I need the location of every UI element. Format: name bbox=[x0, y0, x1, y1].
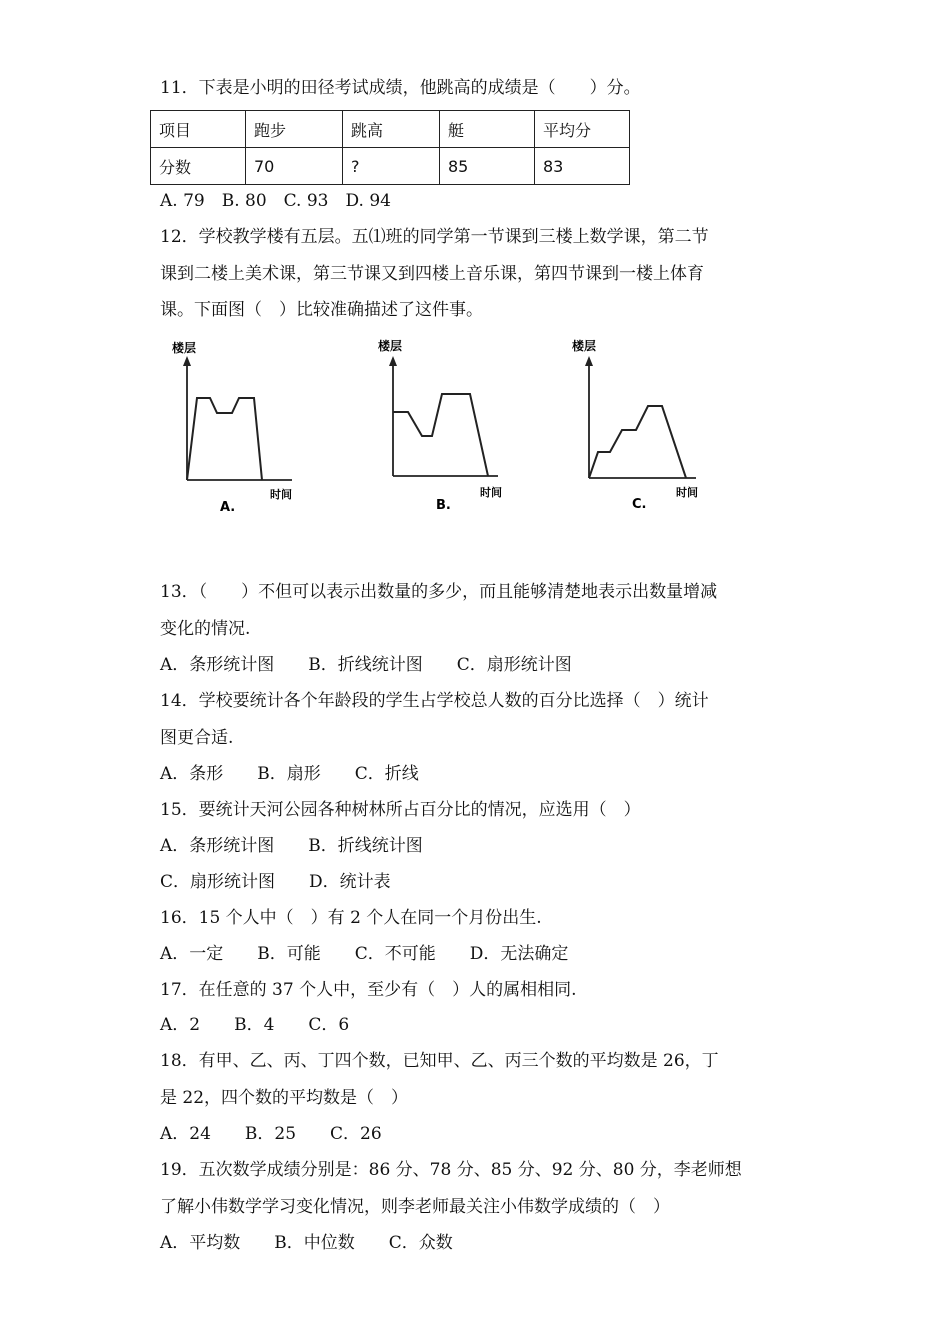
question-13-line-2: 变化的情况. bbox=[160, 619, 251, 639]
graph-a-svg bbox=[162, 336, 322, 516]
table-cell: 分数 bbox=[151, 148, 246, 185]
y-axis-arrow-icon bbox=[183, 356, 191, 366]
question-18-line-1: 18．有甲、乙、丙、丁四个数，已知甲、乙、丙三个数的平均数是 26，丁 bbox=[160, 1051, 719, 1071]
graph-c-label: C. bbox=[632, 497, 647, 512]
graph-b-xlabel: 时间 bbox=[480, 486, 502, 499]
question-14-options: A．条形 B．扇形 C．折线 bbox=[160, 764, 419, 784]
question-14-line-2: 图更合适. bbox=[160, 728, 234, 748]
table-cell: 跑步 bbox=[246, 111, 343, 148]
question-15-line-1: 15．要统计天河公园各种树林所占百分比的情况，应选用（ ） bbox=[160, 800, 641, 820]
table-cell: 平均分 bbox=[535, 111, 630, 148]
table-row bbox=[151, 148, 630, 185]
graph-c-ylabel: 楼层 bbox=[572, 339, 597, 353]
score-table bbox=[150, 110, 630, 185]
question-18-line-2: 是 22，四个数的平均数是（ ） bbox=[160, 1088, 409, 1108]
graph-b-ylabel: 楼层 bbox=[378, 339, 403, 353]
table-cell: 83 bbox=[535, 148, 630, 185]
question-13-options: A．条形统计图 B．折线统计图 C．扇形统计图 bbox=[160, 655, 572, 675]
graph-c-line bbox=[589, 406, 686, 478]
y-axis-arrow-icon bbox=[585, 356, 593, 366]
graph-a-xlabel: 时间 bbox=[270, 488, 292, 501]
question-19-options: A．平均数 B．中位数 C．众数 bbox=[160, 1233, 453, 1253]
table-cell: 85 bbox=[440, 148, 535, 185]
graph-b-line bbox=[393, 394, 488, 476]
y-axis-arrow-icon bbox=[389, 356, 397, 366]
graph-a bbox=[162, 336, 322, 516]
table-cell: 项目 bbox=[151, 111, 246, 148]
question-16-options: A．一定 B．可能 C．不可能 D．无法确定 bbox=[160, 944, 569, 964]
question-11-options: A. 79 B. 80 C. 93 D. 94 bbox=[160, 191, 391, 211]
graph-c-svg bbox=[570, 336, 730, 516]
question-12-line-3: 课。下面图（ ）比较准确描述了这件事。 bbox=[160, 300, 483, 320]
question-12-line-1: 12．学校教学楼有五层。五⑴班的同学第一节课到三楼上数学课，第二节 bbox=[160, 227, 709, 247]
graph-a-line bbox=[187, 398, 262, 480]
graph-b-label: B. bbox=[436, 498, 451, 513]
table-header-row bbox=[151, 111, 630, 148]
table-cell: 艇 bbox=[440, 111, 535, 148]
graph-a-ylabel: 楼层 bbox=[172, 341, 197, 355]
question-18-options: A．24 B．25 C．26 bbox=[160, 1124, 382, 1144]
table-cell: ? bbox=[343, 148, 440, 185]
table-cell: 70 bbox=[246, 148, 343, 185]
graph-c bbox=[570, 336, 730, 516]
graph-c-xlabel: 时间 bbox=[676, 486, 698, 499]
question-11-text: 11．下表是小明的田径考试成绩，他跳高的成绩是（ ）分。 bbox=[160, 78, 641, 98]
question-17-line-1: 17．在任意的 37 个人中，至少有（ ）人的属相相同. bbox=[160, 980, 577, 1000]
graph-a-label: A. bbox=[220, 500, 236, 515]
question-16-line-1: 16．15 个人中（ ）有 2 个人在同一个月份出生. bbox=[160, 908, 542, 928]
question-17-options: A．2 B．4 C．6 bbox=[160, 1015, 350, 1035]
question-15-options-1: A．条形统计图 B．折线统计图 bbox=[160, 836, 423, 856]
question-14-line-1: 14．学校要统计各个年龄段的学生占学校总人数的百分比选择（ ）统计 bbox=[160, 691, 709, 711]
graph-b-svg bbox=[370, 336, 530, 516]
question-19-line-2: 了解小伟数学学习变化情况，则李老师最关注小伟数学成绩的（ ） bbox=[160, 1197, 670, 1217]
graph-b bbox=[370, 336, 530, 516]
table-cell: 跳高 bbox=[343, 111, 440, 148]
question-12-line-2: 课到二楼上美术课，第三节课又到四楼上音乐课，第四节课到一楼上体育 bbox=[160, 264, 704, 284]
question-15-options-2: C．扇形统计图 D．统计表 bbox=[160, 872, 391, 892]
question-13-line-1: 13．（ ）不但可以表示出数量的多少，而且能够清楚地表示出数量增减 bbox=[160, 582, 718, 602]
question-19-line-1: 19．五次数学成绩分别是：86 分、78 分、85 分、92 分、80 分，李老师想 bbox=[160, 1160, 742, 1180]
